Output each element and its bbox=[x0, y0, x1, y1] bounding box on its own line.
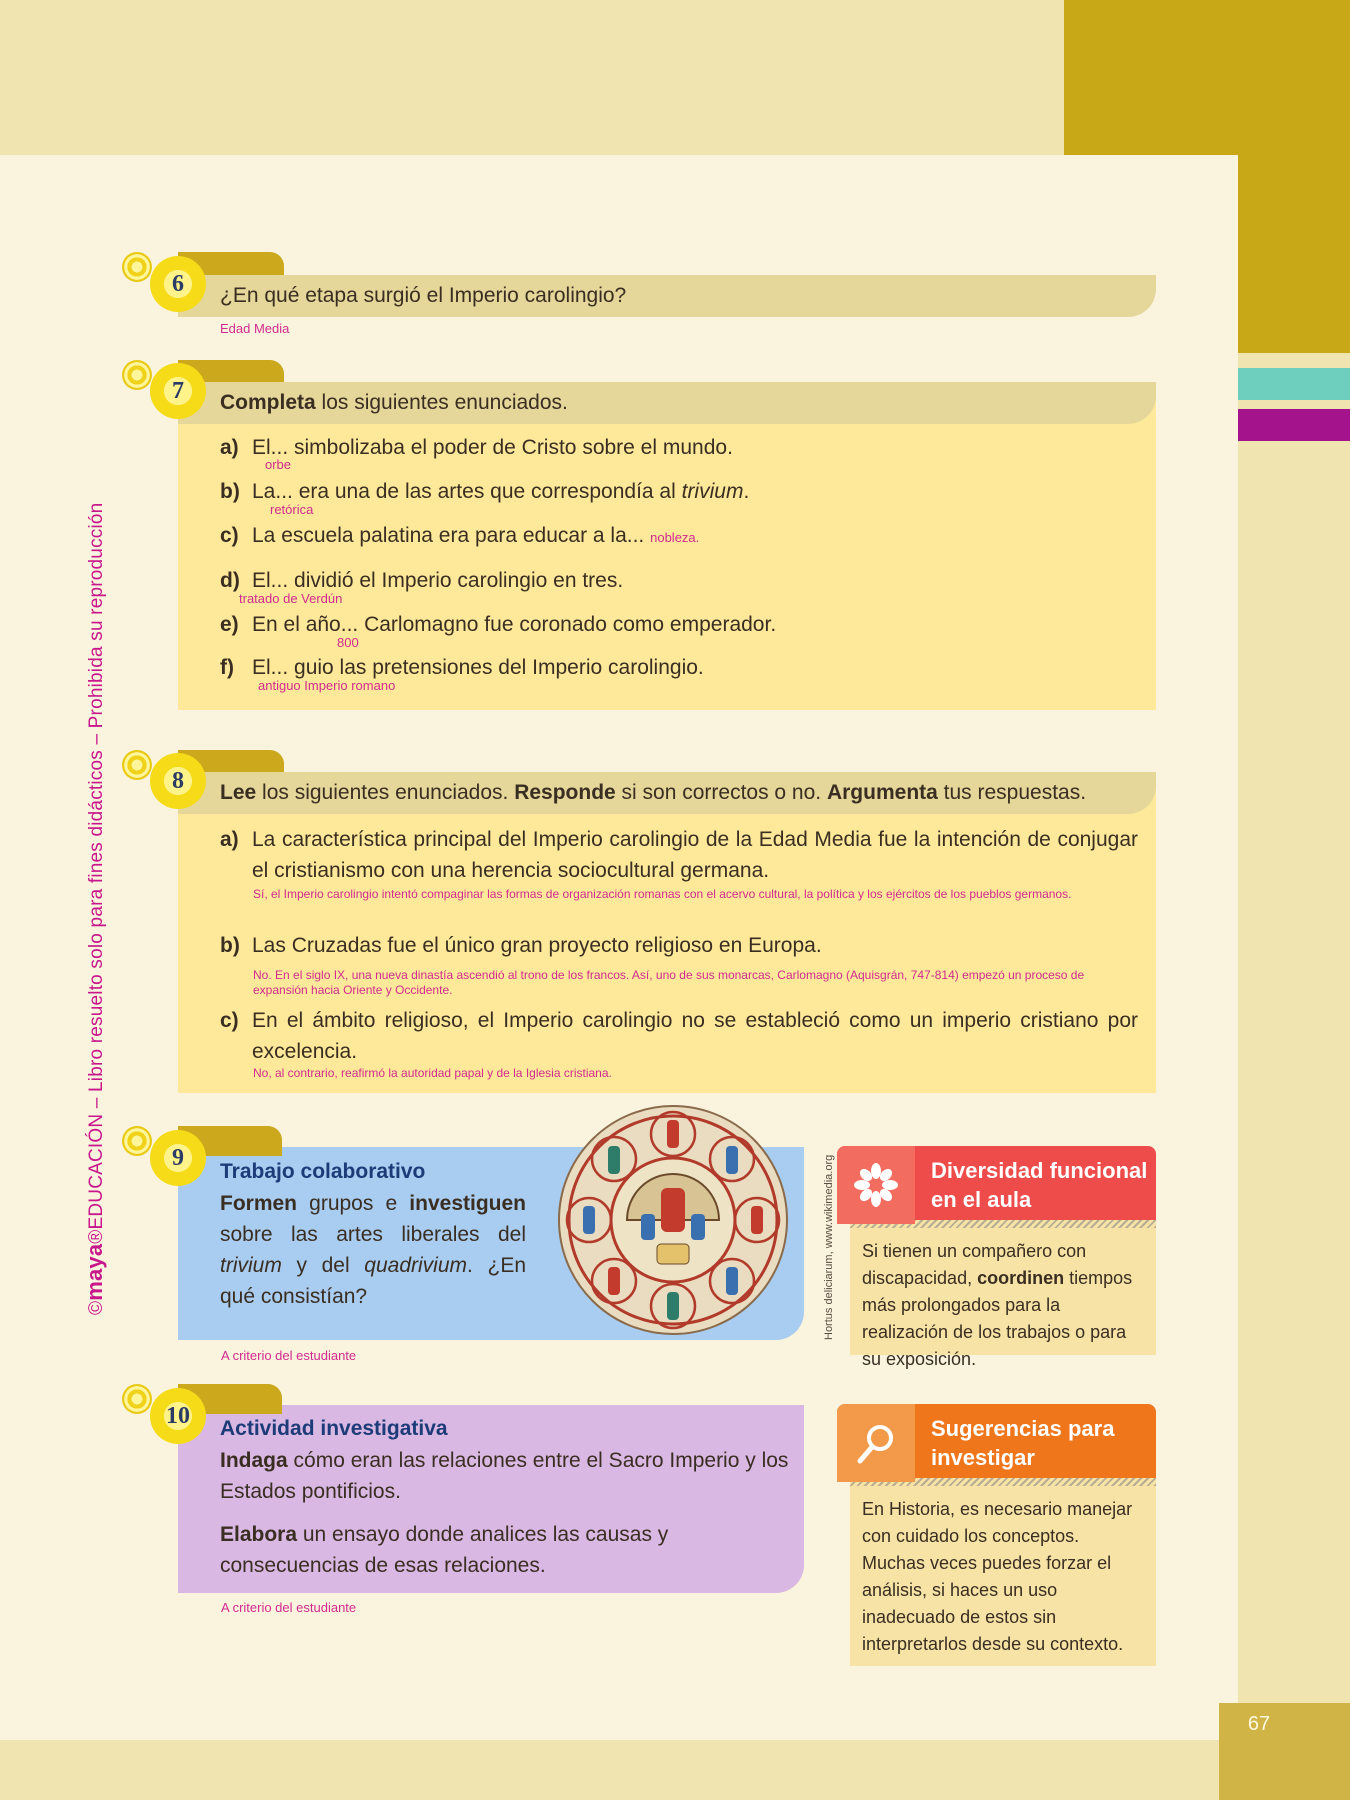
copyright-sidebar: ©maya®EDUCACIÓN – Libro resuelto solo para fines didácticos – Prohibida su reproducción bbox=[82, 502, 107, 1315]
answer-q8-a: Sí, el Imperio carolingio intentó compaginar las formas de organización romanas con el acervo cultural, la política y los ejércitos de los pueblos germanos. bbox=[253, 887, 1072, 901]
question-7-bar: Completa los siguientes enunciados. bbox=[178, 382, 1156, 424]
q10-title: Actividad investigativa bbox=[220, 1417, 448, 1440]
q7-item-f: f) El... guio las pretensiones del Imperio carolingio. bbox=[220, 656, 704, 679]
sugerencias-text: En Historia, es necesario manejar con cuidado los conceptos. Muchas veces puedes forzar el análisis, si haces un uso inadecuado de estos sin interpretarlos desde su contexto. bbox=[862, 1499, 1133, 1654]
badge-ring bbox=[122, 1126, 152, 1156]
bottom-band bbox=[0, 1740, 1350, 1800]
hortus-deliciarum-medallion-image bbox=[557, 1104, 789, 1336]
answer-q7-c: nobleza. bbox=[650, 530, 700, 545]
badge-ring bbox=[122, 750, 152, 780]
q8-item-a: a) La característica principal del Imperio carolingio de la Edad Media fue la intención de conjugar el cristianismo con una herencia sociocultural germana. bbox=[220, 828, 1138, 882]
question-number-badge: 10 bbox=[150, 1388, 206, 1444]
q10-text-1: Indaga cómo eran las relaciones entre el Sacro Imperio y los Estados pontificios. bbox=[220, 1449, 789, 1503]
top-band bbox=[0, 0, 1064, 155]
diversidad-title: Diversidad funcional en el aula bbox=[931, 1158, 1148, 1212]
answer-q7-a: orbe bbox=[265, 457, 292, 472]
q7-item-c: c) La escuela palatina era para educar a la... nobleza. bbox=[220, 524, 700, 547]
badge-ring bbox=[122, 360, 152, 390]
badge-ring bbox=[122, 1384, 152, 1414]
answer-q7-d: tratado de Verdún bbox=[239, 591, 343, 606]
badge-ring bbox=[122, 252, 152, 282]
answer-q7-b: retórica bbox=[270, 502, 314, 517]
question-number-badge: 7 bbox=[150, 363, 206, 419]
answer-q7-e: 800 bbox=[337, 635, 359, 650]
q10-text-2: Elabora un ensayo donde analices las causas y consecuencias de esas relaciones. bbox=[220, 1523, 669, 1577]
q9-title: Trabajo colaborativo bbox=[220, 1160, 426, 1183]
asterisk-flower-icon bbox=[837, 1146, 915, 1224]
answer-q10: A criterio del estudiante bbox=[221, 1600, 357, 1615]
question-number-badge: 8 bbox=[150, 753, 206, 809]
question-number-badge: 9 bbox=[150, 1130, 206, 1186]
top-right-gold-block bbox=[1064, 0, 1350, 155]
answer-q9: A criterio del estudiante bbox=[221, 1348, 357, 1363]
right-pale-strip bbox=[1238, 441, 1350, 1703]
question-8-bar: Lee los siguientes enunciados. Responde si son correctos o no. Argumenta tus respuestas. bbox=[178, 772, 1156, 814]
magenta-strip bbox=[1238, 409, 1350, 441]
answer-q6: Edad Media bbox=[220, 321, 290, 336]
page-number: 67 bbox=[1247, 1713, 1271, 1735]
teal-strip bbox=[1238, 368, 1350, 400]
q7-item-b: b) La... era una de las artes que correspondía al trivium. bbox=[220, 480, 750, 503]
image-credit: Hortus deliciarum, www.wikimedia.org bbox=[823, 1154, 835, 1340]
q9-text: Formen grupos e investiguen sobre las artes liberales del trivium y del quadrivium. ¿En qué consistían? bbox=[220, 1192, 527, 1308]
sugerencias-title: Sugerencias para investigar bbox=[931, 1416, 1115, 1470]
answer-q8-b: No. En el siglo IX, una nueva dinastía ascendió al trono de los francos. Así, uno de sus monarcas, Carlomagno (Aquisgrán, 747-814) empezó un proceso de expansión hacia Oriente y Occidente. bbox=[253, 968, 1085, 997]
q7-item-e: e) En el año... Carlomagno fue coronado como emperador. bbox=[220, 613, 777, 636]
maya-logo: maya bbox=[82, 1243, 107, 1301]
diversidad-text: Si tienen un compañero con discapacidad, coordinen tiempos más prolongados para la realización de los trabajos o para su exposición. bbox=[862, 1241, 1133, 1369]
right-gold-strip bbox=[1238, 155, 1350, 353]
magnifier-icon bbox=[837, 1404, 915, 1482]
question-6-bar: ¿En qué etapa surgió el Imperio carolingio? bbox=[178, 275, 1156, 317]
q7-item-a: a) El... simbolizaba el poder de Cristo sobre el mundo. bbox=[220, 436, 733, 459]
q8-item-b: b) Las Cruzadas fue el único gran proyecto religioso en Europa. bbox=[220, 934, 822, 957]
answer-q7-f: antiguo Imperio romano bbox=[258, 678, 396, 693]
q7-item-d: d) El... dividió el Imperio carolingio en tres. bbox=[220, 569, 624, 592]
answer-q8-c: No, al contrario, reafirmó la autoridad papal y de la Iglesia cristiana. bbox=[253, 1066, 612, 1080]
question-number-badge: 6 bbox=[150, 256, 206, 312]
q8-item-c: c) En el ámbito religioso, el Imperio carolingio no se estableció como un imperio cristiano por excelencia. bbox=[220, 1009, 1138, 1063]
